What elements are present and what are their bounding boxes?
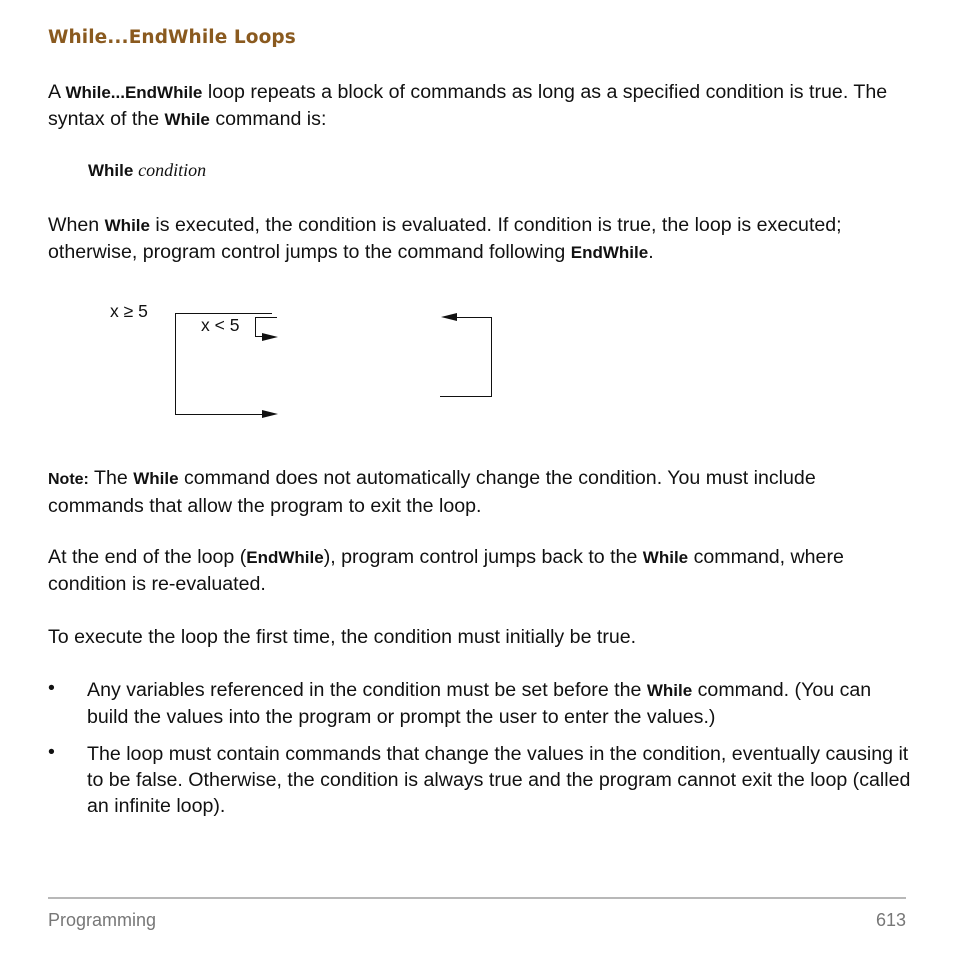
loop-back-bottom <box>440 396 492 397</box>
condition-false-label: x ≥ 5 <box>110 301 148 321</box>
when-command-1: While <box>104 216 150 235</box>
false-path-left <box>175 313 176 415</box>
when-command-2: EndWhile <box>570 243 649 262</box>
end-command-1: EndWhile <box>246 548 324 567</box>
condition-true-label: x < 5 <box>201 315 240 335</box>
note-paragraph <box>48 465 913 519</box>
end-text-3: command, where condition is re-evaluated. <box>48 546 844 595</box>
end-text-1: At the end of the loop ( <box>48 546 247 568</box>
end-text-2: ), program control jumps back to the <box>323 546 643 568</box>
note-command-1: While <box>133 469 179 488</box>
loop-back-top <box>455 317 492 318</box>
syntax-keyword: While <box>88 161 134 180</box>
note-text-1: The <box>88 467 134 489</box>
when-text-2: is executed, the condition is evaluated. If condition is true, the loop is executed; otherwise, program control jumps to the command following <box>48 214 842 263</box>
enter-loop-arrow-icon <box>262 333 278 341</box>
intro-command-2: While <box>164 110 210 129</box>
note-text-2: command does not automatically change the condition. You must include commands that allow the program to exit the loop. <box>48 467 816 517</box>
true-path-top <box>255 317 277 318</box>
syntax-example <box>88 160 206 181</box>
bullet-marker-1: • <box>48 677 55 699</box>
false-path-top <box>175 313 272 314</box>
intro-text-1: A <box>48 81 66 103</box>
section-heading: While...EndWhile Loops <box>48 27 296 48</box>
intro-text-2: loop repeats a block of commands as long as a specified condition is true. The syntax of the <box>48 81 888 130</box>
when-text-3: . <box>648 241 654 263</box>
false-path-bottom <box>175 414 265 415</box>
exit-arrow-icon <box>262 410 278 418</box>
end-command-2: While <box>642 548 689 567</box>
when-paragraph <box>48 212 913 266</box>
bullet-1-text-1: Any variables referenced in the condition must be set before the <box>87 679 647 701</box>
footer-divider <box>48 897 906 899</box>
syntax-argument: condition <box>138 160 207 180</box>
intro-text-3: command is: <box>209 108 327 130</box>
bullet-item-1 <box>87 677 917 730</box>
intro-paragraph <box>48 79 913 133</box>
when-text-1: When <box>48 214 105 236</box>
note-label: Note: <box>48 471 89 488</box>
bullet-item-2: The loop must contain commands that change the values in the condition, eventually causing it to be false. Otherwise, the condition is always true and the program cannot exit the loop (called an infinite loop). <box>87 743 911 817</box>
intro-command-1: While...EndWhile <box>65 83 203 102</box>
footer-section-name: Programming <box>48 910 157 930</box>
bullet-marker-2: • <box>48 741 55 763</box>
true-path-left <box>255 317 256 337</box>
bullet-1-text-2: command. (You can build the values into the program or prompt the user to enter the values.) <box>87 679 872 728</box>
bullet-1-command: While <box>646 681 693 700</box>
first-time-paragraph: To execute the loop the first time, the condition must initially be true. <box>48 626 637 648</box>
page-number: 613 <box>875 910 906 930</box>
end-paragraph <box>48 544 913 597</box>
loop-flow-diagram <box>100 300 520 430</box>
loop-back-right <box>491 317 492 397</box>
